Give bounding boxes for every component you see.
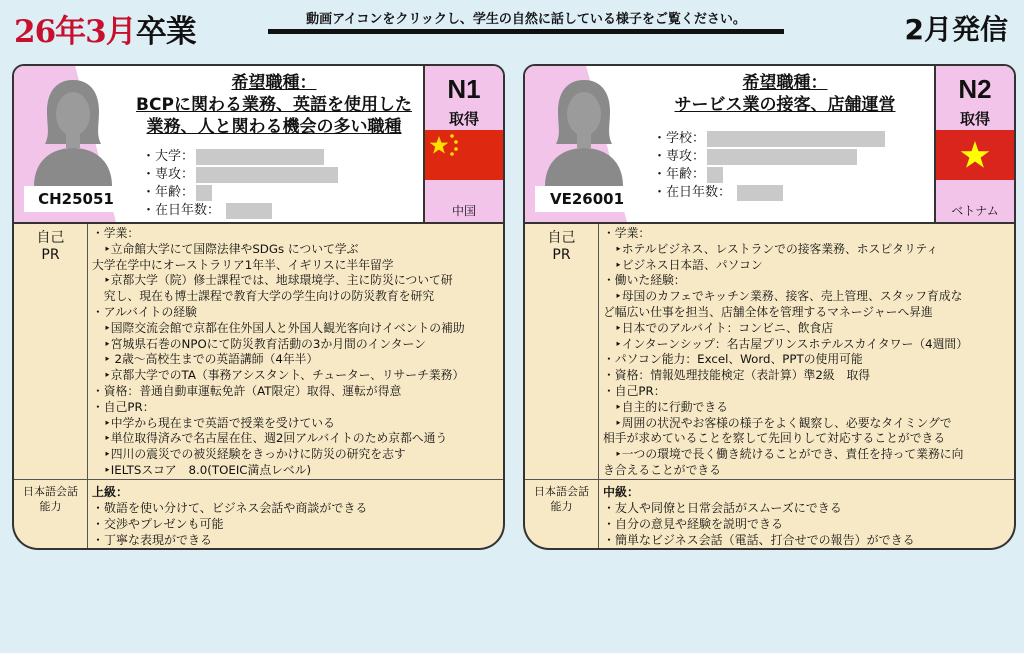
university-label: ・大学： bbox=[142, 149, 195, 164]
redacted-school bbox=[707, 131, 885, 147]
school-label: ・学校： bbox=[653, 131, 706, 146]
japanese-ability-content bbox=[603, 484, 1013, 548]
pr-line: ‣国際交流会館で京都在住外国人と外国人観光客向けイベントの補助 bbox=[92, 320, 465, 335]
issued-label: 2月発信 bbox=[904, 13, 1008, 46]
redacted-age bbox=[707, 167, 723, 183]
pr-line: ・学業： bbox=[92, 226, 140, 240]
job-line: BCPに関わる業務、英語を使用した bbox=[136, 95, 412, 115]
video-instruction: 動画アイコンをクリックし、学生の自然に話している様子をご覧ください。 bbox=[306, 12, 746, 27]
jp-line: ・敬語を使い分けて、ビジネス会話や商談ができる bbox=[92, 501, 368, 515]
jp-line: ・簡単なビジネス会話（電話、打合せでの報告）ができる bbox=[603, 533, 915, 547]
pr-line: ‣京都大学（院）修士課程では、地球環境学、主に防災について研 bbox=[92, 273, 453, 288]
pr-line: ‣一つの環境で長く働き続けることができ、責任を持って業務に向 bbox=[603, 447, 964, 462]
profile-info bbox=[142, 148, 338, 220]
self-pr-content bbox=[92, 226, 502, 479]
major-label: ・専攻： bbox=[653, 149, 706, 164]
job-label: 希望職種： bbox=[231, 73, 317, 93]
student-id: CH25051 bbox=[24, 186, 128, 212]
jlpt-box bbox=[423, 66, 503, 222]
pr-line: ・資格：普通自動車運転免許（AT限定）取得、運転が得意 bbox=[92, 383, 402, 398]
country-label: ベトナム bbox=[951, 204, 999, 218]
jp-line: ・自分の意見や経験を説明できる bbox=[603, 517, 784, 531]
redacted-major bbox=[707, 149, 857, 165]
pr-line: ・自己PR： bbox=[603, 383, 666, 398]
china-flag-icon bbox=[425, 130, 503, 180]
pr-line: ‣ビジネス日本語、パソコン bbox=[603, 257, 763, 272]
jlpt-acquired: 取得 bbox=[448, 110, 479, 128]
pr-line: ‣ 2歳〜高校生までの英語講師（4年半） bbox=[92, 352, 319, 367]
pr-line: ‣自主的に行動できる bbox=[603, 399, 728, 414]
jp-label-line: 日本語会話 bbox=[23, 485, 78, 498]
jp-level: 中級： bbox=[603, 485, 640, 499]
pr-line: ・学業： bbox=[603, 226, 651, 240]
self-pr-label bbox=[525, 224, 599, 479]
pr-line: ‣京都大学でのTA（事務アシスタント、チューター、リサーチ業務） bbox=[92, 368, 465, 383]
jp-label-line: 日本語会話 bbox=[534, 485, 589, 498]
pr-line: ‣宮城県石巻のNPOにて防災教育活動の3か月間のインターン bbox=[92, 336, 426, 351]
pr-line: ‣ホテルビジネス、レストランでの接客業務、ホスピタリティ bbox=[603, 241, 939, 256]
redacted-years bbox=[226, 203, 272, 219]
desired-job bbox=[116, 72, 432, 138]
pr-line: ‣四川の震災での被災経験をきっかけに防災の研究を志す bbox=[92, 447, 406, 462]
jp-line: ・友人や同僚と日常会話がスムーズにできる bbox=[603, 501, 842, 515]
profile-info bbox=[653, 130, 885, 202]
self-pr-label bbox=[14, 224, 88, 479]
years-in-japan-label: ・在日年数： bbox=[142, 203, 221, 218]
job-label: 希望職種： bbox=[742, 73, 828, 93]
redacted-age bbox=[196, 185, 212, 201]
self-pr-content bbox=[603, 226, 1013, 479]
pr-line: ‣立命館大学にて国際法律やSDGs について学ぶ bbox=[92, 241, 359, 256]
instruction-underline bbox=[268, 29, 784, 34]
japanese-ability-label bbox=[525, 480, 599, 550]
pr-line: ・パソコン能力：Excel、Word、PPTの使用可能 bbox=[603, 352, 863, 367]
pr-line: ・資格：情報処理技能検定（表計算）準2級 取得 bbox=[603, 368, 871, 383]
major-label: ・専攻： bbox=[142, 167, 195, 182]
japanese-ability-content bbox=[92, 484, 502, 548]
vietnam-flag-icon bbox=[936, 130, 1014, 180]
jp-label-line: 能力 bbox=[39, 500, 62, 513]
student-card-ch25051 bbox=[12, 64, 505, 550]
pr-line: ‣母国のカフェでキッチン業務、接客、売上管理、スタッフ育成な bbox=[603, 289, 963, 304]
pr-line: ‣インターンシップ：名古屋プリンスホテルスカイタワー（4週間） bbox=[603, 336, 969, 351]
jlpt-box bbox=[934, 66, 1014, 222]
pr-line: ど幅広い仕事を担当、店舗全体を管理するマネージャーへ昇進 bbox=[603, 304, 933, 319]
years-in-japan-label: ・在日年数： bbox=[653, 185, 732, 200]
pr-line: 相手が求めていることを察して先回りして対応することができる bbox=[603, 431, 946, 446]
pr-line: ・アルバイトの経験 bbox=[92, 304, 197, 319]
redacted-major bbox=[196, 167, 338, 183]
jlpt-level: N2 bbox=[958, 74, 992, 104]
jp-level: 上級： bbox=[92, 485, 129, 499]
redacted-years bbox=[737, 185, 783, 201]
pr-label-line: PR bbox=[552, 247, 571, 263]
pr-line: 究し、現在も博士課程で教育大学の学生向けの防災教育を研究 bbox=[92, 289, 435, 304]
profile-header bbox=[12, 64, 505, 224]
pr-label-line: 自己 bbox=[36, 230, 65, 246]
page-header bbox=[0, 0, 1024, 58]
graduation-title bbox=[14, 6, 196, 51]
pr-label-line: 自己 bbox=[547, 230, 576, 246]
profile-header bbox=[523, 64, 1016, 224]
graduation-date: 26年3月 bbox=[14, 14, 136, 50]
country-label: 中国 bbox=[451, 204, 476, 218]
job-line: サービス業の接客、店舗運営 bbox=[674, 95, 896, 115]
student-id: VE26001 bbox=[535, 186, 639, 212]
pr-line: ‣日本でのアルバイト：コンビニ、飲食店 bbox=[603, 320, 834, 335]
pr-line: ‣単位取得済みで名古屋在住、週2回アルバイトのため京都へ通う bbox=[92, 431, 448, 446]
pr-line: き合えることができる bbox=[603, 462, 721, 477]
pr-line: ・働いた経験： bbox=[603, 273, 686, 288]
person-silhouette-icon[interactable] bbox=[30, 74, 116, 186]
jp-line: ・丁寧な表現ができる bbox=[92, 533, 213, 547]
jlpt-level: N1 bbox=[447, 74, 481, 104]
age-label: ・年齢： bbox=[142, 185, 195, 200]
jp-line: ・交渉やプレゼンも可能 bbox=[92, 517, 224, 531]
pr-section bbox=[523, 224, 1016, 550]
pr-line: ‣周囲の状況やお客様の様子をよく観察し、必要なタイミングで bbox=[603, 415, 952, 430]
desired-job bbox=[627, 72, 943, 116]
pr-label-line: PR bbox=[41, 247, 60, 263]
pr-line: ・自己PR： bbox=[92, 399, 155, 414]
redacted-university bbox=[196, 149, 324, 165]
graduation-label: 卒業 bbox=[135, 14, 196, 50]
job-line: 業務、人と関わる機会の多い職種 bbox=[146, 117, 402, 137]
japanese-ability-label bbox=[14, 480, 88, 550]
pr-section bbox=[12, 224, 505, 550]
jp-label-line: 能力 bbox=[550, 500, 573, 513]
pr-line: ‣IELTSスコア 8.0(TOEIC満点レベル) bbox=[92, 462, 312, 477]
pr-line: ‣中学から現在まで英語で授業を受けている bbox=[92, 415, 335, 430]
pr-line: 大学在学中にオーストラリア1年半、イギリスに半年留学 bbox=[92, 257, 394, 272]
age-label: ・年齢： bbox=[653, 167, 706, 182]
student-card-ve26001 bbox=[523, 64, 1016, 550]
jlpt-acquired: 取得 bbox=[959, 110, 990, 128]
person-silhouette-icon[interactable] bbox=[541, 74, 627, 186]
